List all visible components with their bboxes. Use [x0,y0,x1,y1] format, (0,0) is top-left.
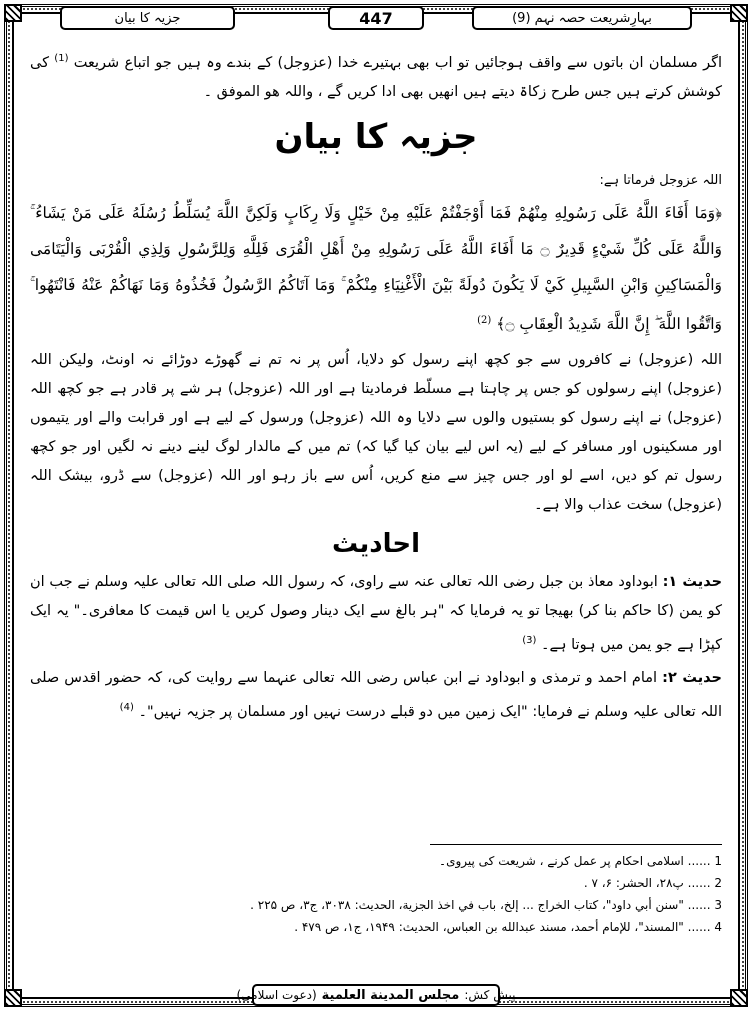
hadith-heading: احادیث [331,528,421,559]
corner-ornament-top-right [730,4,748,22]
quran-verse [30,195,722,342]
corner-ornament-bottom-right [730,989,748,1007]
footnote-ref-3[interactable]: (3) [522,634,537,646]
footnote-divider [430,844,722,845]
hadith-1 [30,568,722,660]
page-header [60,6,692,32]
page-footer [236,984,516,1006]
intro-paragraph [30,44,722,107]
publisher-prefix: پیش کش: [464,988,516,1002]
intro-line-1-end: کی [30,54,49,71]
footnotes [30,850,722,938]
footnote-1: 1 ...... اسلامی احکام پر عمل کرنے ، شریعت کی پیروی۔ [439,854,722,868]
footnote-3: 3 ...... "سنن أبي داود"، كتاب الخراج ... إلخ، باب في اخذ الجزية، الحديث: ۳۰۳۸، ج۳، ص ۲۲۵ . [250,898,722,912]
hadith-1-label: حدیث ۱: [662,573,723,590]
hadith-2 [30,664,722,727]
corner-ornament-top-left [4,4,22,22]
publisher-box [236,984,516,1006]
hadith-2-label: حدیث ۲: [662,669,723,686]
main-content [30,44,722,727]
footnote-2: 2 ...... پ۲۸، الحشر: ۶، ۷ . [583,876,722,890]
corner-ornament-bottom-left [4,989,22,1007]
translation-paragraph: اللہ (عزوجل) نے کافروں سے جو کچھ اپنے رسول کو دلایا، اُس پر نہ تم نے گھوڑے دوڑائے نہ اونٹ، ولیکن اللہ (عزوجل) اپنے رسولوں کو جس پر چاہتا ہے مسلّط فرمادیتا ہے اور اللہ (عزوجل) ہر شے پر قادر ہے جو کچھ اللہ (عزوجل) نے اپنے رسول کو بستیوں والوں سے دلایا وہ اللہ (عزوجل) ورسول کے لیے ہے اور قرابت والے اور یتیموں اور مسکینوں اور مسافر کے لیے (یہ اس لیے بیان کیا گیا کہ) تم میں کے مالدار لوگ لینے دینے نہ لگیں اور جو کچھ رسول تم کو دیں، اسے لو اور جس چیز سے منع کریں، اُس سے باز رہو اور اللہ (عزوجل) سے ڈرو، بیشک اللہ (عزوجل) سخت عذاب والا ہے۔ [30,351,722,513]
intro-line-2: کوشش کرتے ہیں جس طرح زکاۃ دیتے ہیں انھیں بھی ادا کریں گے ، واللہ ھو الموفق ۔ [203,83,722,100]
publisher-name: مجلس المدينة العلمية [321,987,460,1003]
chapter-title: جزیہ کا بیان [60,6,235,30]
footnote-ref-2[interactable]: (2) [477,314,492,326]
page-number: 447 [328,6,424,30]
hadith-1-text: ابوداود معاذ بن جبل رضی اللہ تعالی عنہ سے راوی، کہ رسول اللہ صلی اللہ تعالی علیہ وسلم نے جب ان کو یمن (کا حاکم بنا کر) بھیجا تو یہ فرمایا کہ "ہر بالغ سے ایک دینار وصول کریں یا اس قیمت کا معافری۔" یہ ایک کپڑا ہے جو یمن میں ہوتا ہے۔ [30,573,722,653]
allah-says-label: اللہ عزوجل فرماتا ہے: [599,172,722,188]
footnote-4: 4 ...... "المسند"، للإمام أحمد، مسند عبدالله بن العباس، الحديث: ۱۹۴۹، ج۱، ص ۴۷۹ . [294,920,722,934]
book-title: بہارِشریعت حصہ نہم (9) [472,6,692,30]
footnote-ref-4[interactable]: (4) [119,701,134,713]
hadith-2-text: امام احمد و ترمذی و ابوداود نے ابن عباس رضی اللہ تعالی عنہما سے روایت کی، کہ حضور اقدس صلی اللہ تعالی علیہ وسلم نے فرمایا: "ایک زمین میں دو قبلے درست نہیں اور مسلمان پر جزیہ نہیں"۔ [30,669,722,720]
quran-text: ﴿وَمَا أَفَاءَ اللَّهُ عَلَى رَسُولِهِ مِنْهُمْ فَمَا أَوْجَفْتُمْ عَلَيْهِ مِنْ خَيْلٍ وَلَا رِكَابٍ وَلَكِنَّ اللَّهَ يُسَلِّطُ رُسُلَهُ عَلَى مَنْ يَشَاءُ ۚ وَاللَّهُ عَلَى كُلِّ شَيْءٍ قَدِيرٌ ۝ مَا أَفَاءَ اللَّهُ عَلَى رَسُولِهِ مِنْ أَهْلِ الْقُرَى فَلِلَّهِ وَلِلرَّسُولِ وَلِذِي الْقُرْبَى وَالْيَتَامَى وَالْمَسَاكِينِ وَابْنِ السَّبِيلِ كَيْ لَا يَكُونَ دُولَةً بَيْنَ الْأَغْنِيَاءِ مِنْكُمْ ۚ وَمَا آتَاكُمُ الرَّسُولُ فَخُذُوهُ وَمَا نَهَاكُمْ عَنْهُ فَانْتَهُوا ۚ وَاتَّقُوا اللَّهَ ۖ إِنَّ اللَّهَ شَدِيدُ الْعِقَابِ ۝﴾ [30,203,722,333]
intro-line-1: اگر مسلمان ان باتوں سے واقف ہوجائیں تو اب بھی بہتیرے خدا (عزوجل) کے بندے وہ ہیں جو اتباع شریعت [73,54,722,71]
publisher-suffix: (دعوت اسلامی) [236,988,317,1002]
footnote-ref-1[interactable]: (1) [54,53,69,64]
section-title: جزیہ کا بیان [274,116,478,157]
